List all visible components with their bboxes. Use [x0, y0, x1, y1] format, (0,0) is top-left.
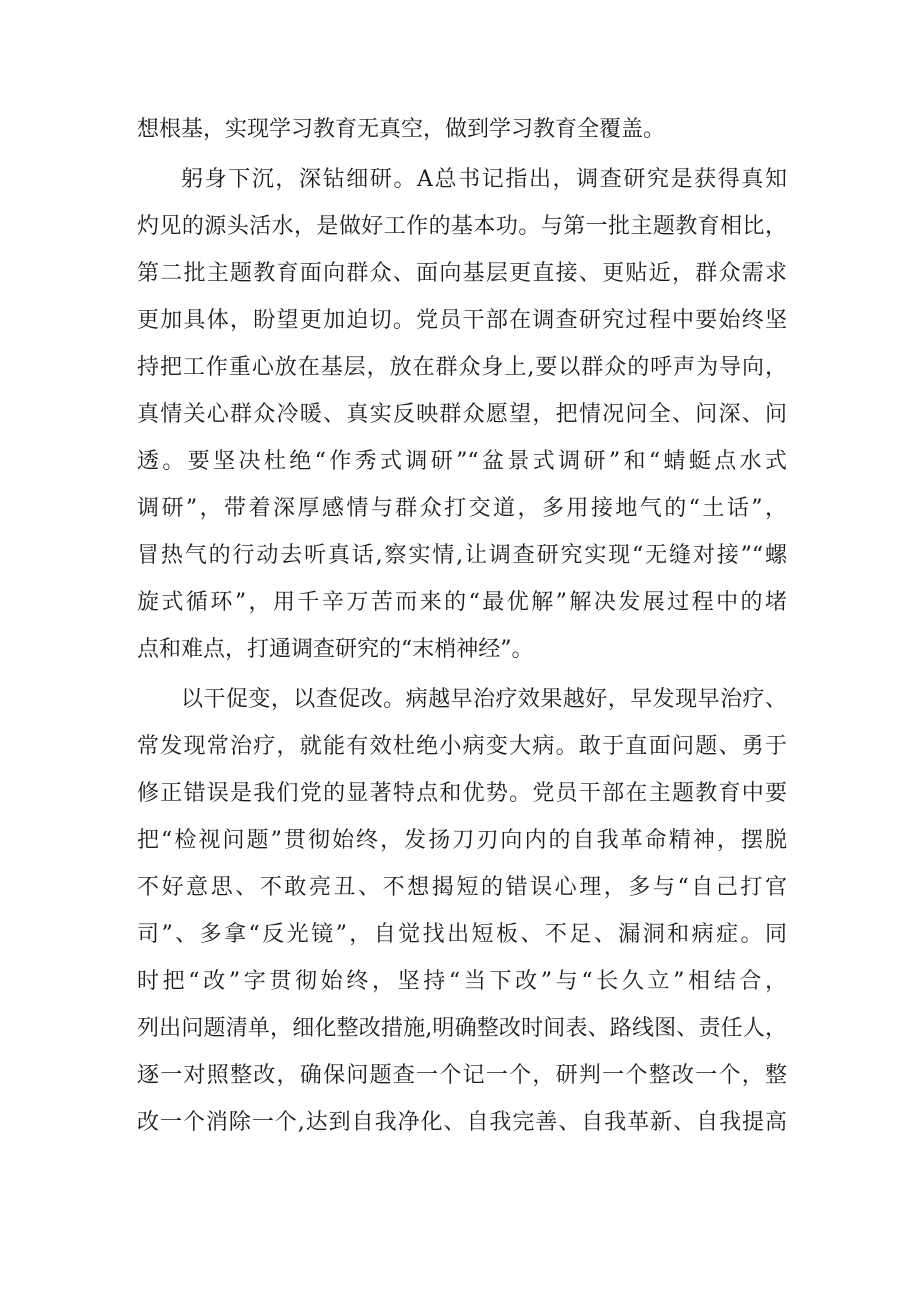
- text-line: 时把“改”字贯彻始终，坚持“当下改”与“长久立”相结合，: [137, 969, 787, 994]
- text-line: 常发现常治疗，就能有效杜绝小病变大病。敢于直面问题、勇于: [137, 734, 787, 759]
- text-line: 持把工作重心放在基层，放在群众身上,要以群众的呼声为导向，: [137, 355, 787, 380]
- text-line: 第二批主题教育面向群众、面向基层更直接、更贴近，群众需求: [137, 261, 787, 286]
- text-line: 列出问题清单，细化整改措施,明确整改时间表、路线图、责任人，: [137, 1016, 787, 1041]
- text-line: 司”、多拿“反光镜”，自觉找出短板、不足、漏洞和病症。同: [137, 922, 787, 947]
- text-line: 想根基，实现学习教育无真空，做到学习教育全覆盖。: [137, 117, 666, 142]
- text-line: 逐一对照整改，确保问题查一个记一个，研判一个整改一个，整: [137, 1063, 787, 1088]
- text-line: 更加具体，盼望更加迫切。党员干部在调查研究过程中要始终坚: [137, 308, 787, 333]
- text-line: 旋式循环”，用千辛万苦而来的“最优解”解决发展过程中的堵: [137, 590, 787, 615]
- text-line: 调研”，带着深厚感情与群众打交道，多用接地气的“土话”，: [137, 496, 787, 521]
- text-line: 透。要坚决杜绝“作秀式调研”“盆景式调研”和“蜻蜓点水式: [137, 449, 787, 474]
- paragraph-last-line: 点和难点，打通调查研究的“末梢神经”。: [137, 637, 534, 662]
- text-line: 改一个消除一个,达到自我净化、自我完善、自我革新、自我提高: [137, 1110, 787, 1135]
- text-line: 冒热气的行动去听真话,察实情,让调查研究实现“无缝对接”“螺: [137, 543, 787, 568]
- text-line: 真情关心群众冷暖、真实反映群众愿望，把情况问全、问深、问: [137, 402, 787, 427]
- paragraph-first-line: 躬身下沉，深钻细研。A总书记指出，调查研究是获得真知: [181, 167, 787, 192]
- text-line: 把“检视问题”贯彻始终，发扬刀刃向内的自我革命精神，摆脱: [137, 828, 787, 853]
- text-line: 不好意思、不敢亮丑、不想揭短的错误心理，多与“自己打官: [137, 875, 787, 900]
- paragraph-first-line: 以干促变，以查促改。病越早治疗效果越好，早发现早治疗、: [181, 687, 787, 712]
- text-line: 修正错误是我们党的显著特点和优势。党员干部在主题教育中要: [137, 781, 787, 806]
- text-line: 灼见的源头活水，是做好工作的基本功。与第一批主题教育相比，: [137, 214, 787, 239]
